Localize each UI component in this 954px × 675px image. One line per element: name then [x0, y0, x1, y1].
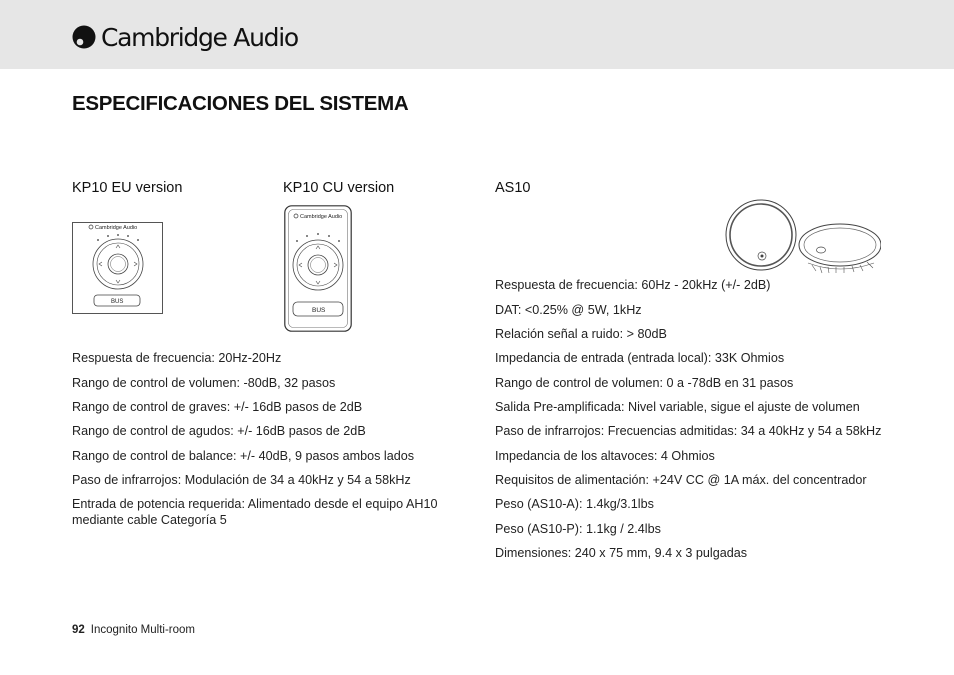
as10-spec-item: Relación señal a ruido: > 80dB [495, 327, 667, 341]
as10-spec-item: Impedancia de los altavoces: 4 Ohmios [495, 449, 715, 463]
as10-spec-item: Dimensiones: 240 x 75 mm, 9.4 x 3 pulgadas [495, 546, 748, 560]
as10-spec-item: Paso de infrarrojos: Frecuencias admitidas: 34 a 40kHz y 54 a 58kHz [495, 424, 882, 438]
as10-spec-item: Impedancia de entrada (entrada local): 33K Ohmios [495, 351, 785, 365]
page-number: 92 [72, 624, 85, 636]
kp10-cu-keypad-illustration [284, 205, 352, 332]
as10-spec-item: Peso (AS10-A): 1.4kg/3.1lbs [495, 497, 654, 511]
footer-label: Incognito Multi-room [90, 624, 195, 636]
as10-heading: AS10 [495, 180, 531, 196]
kp10-cu-device-badge: BUS [312, 307, 326, 314]
kp10-eu-device-badge: BUS [111, 299, 124, 305]
speaker-front-view [726, 200, 796, 270]
kp10-spec-item: Rango de control de graves: +/- 16dB pasos de 2dB [72, 400, 363, 414]
kp10-eu-keypad-illustration [72, 222, 163, 314]
kp10-spec-item: Rango de control de balance: +/- 40dB, 9 pasos ambos lados [72, 449, 415, 463]
kp10-eu-device-brand: Cambridge Audio [95, 225, 138, 231]
as10-spec-item: Requisitos de alimentación: +24V CC @ 1A máx. del concentrador [495, 473, 867, 487]
cambridge-audio-mark-icon [72, 25, 96, 49]
speaker-angle-view [799, 224, 881, 273]
kp10-spec-item: Entrada de potencia requerida: Alimentado desde el equipo AH10 mediante cable Categoría 5 [72, 497, 438, 527]
as10-spec-item: Salida Pre-amplificada: Nivel variable, sigue el ajuste de volumen [495, 400, 860, 414]
page-footer [72, 624, 195, 636]
as10-spec-item: Rango de control de volumen: 0 a -78dB en 31 pasos [495, 376, 794, 390]
kp10-spec-item: Rango de control de volumen: -80dB, 32 pasos [72, 376, 336, 390]
as10-speakers-illustration [724, 199, 881, 274]
kp10-spec-item: Rango de control de agudos: +/- 16dB pasos de 2dB [72, 424, 366, 438]
kp10-spec-item: Respuesta de frecuencia: 20Hz-20Hz [72, 351, 282, 365]
as10-spec-item: DAT: <0.25% @ 5W, 1kHz [495, 303, 642, 317]
kp10-spec-item: Paso de infrarrojos: Modulación de 34 a 40kHz y 54 a 58kHz [72, 473, 411, 487]
kp10-cu-device-brand: Cambridge Audio [300, 214, 343, 220]
kp10-cu-heading: KP10 CU version [283, 180, 395, 196]
page-title: ESPECIFICACIONES DEL SISTEMA [72, 92, 409, 115]
as10-spec-item: Respuesta de frecuencia: 60Hz - 20kHz (+/- 2dB) [495, 278, 771, 292]
kp10-eu-heading: KP10 EU version [72, 180, 183, 196]
as10-spec-item: Peso (AS10-P): 1.1kg / 2.4lbs [495, 522, 661, 536]
brand-name: Cambridge Audio [101, 22, 298, 52]
brand-logo [72, 20, 298, 54]
